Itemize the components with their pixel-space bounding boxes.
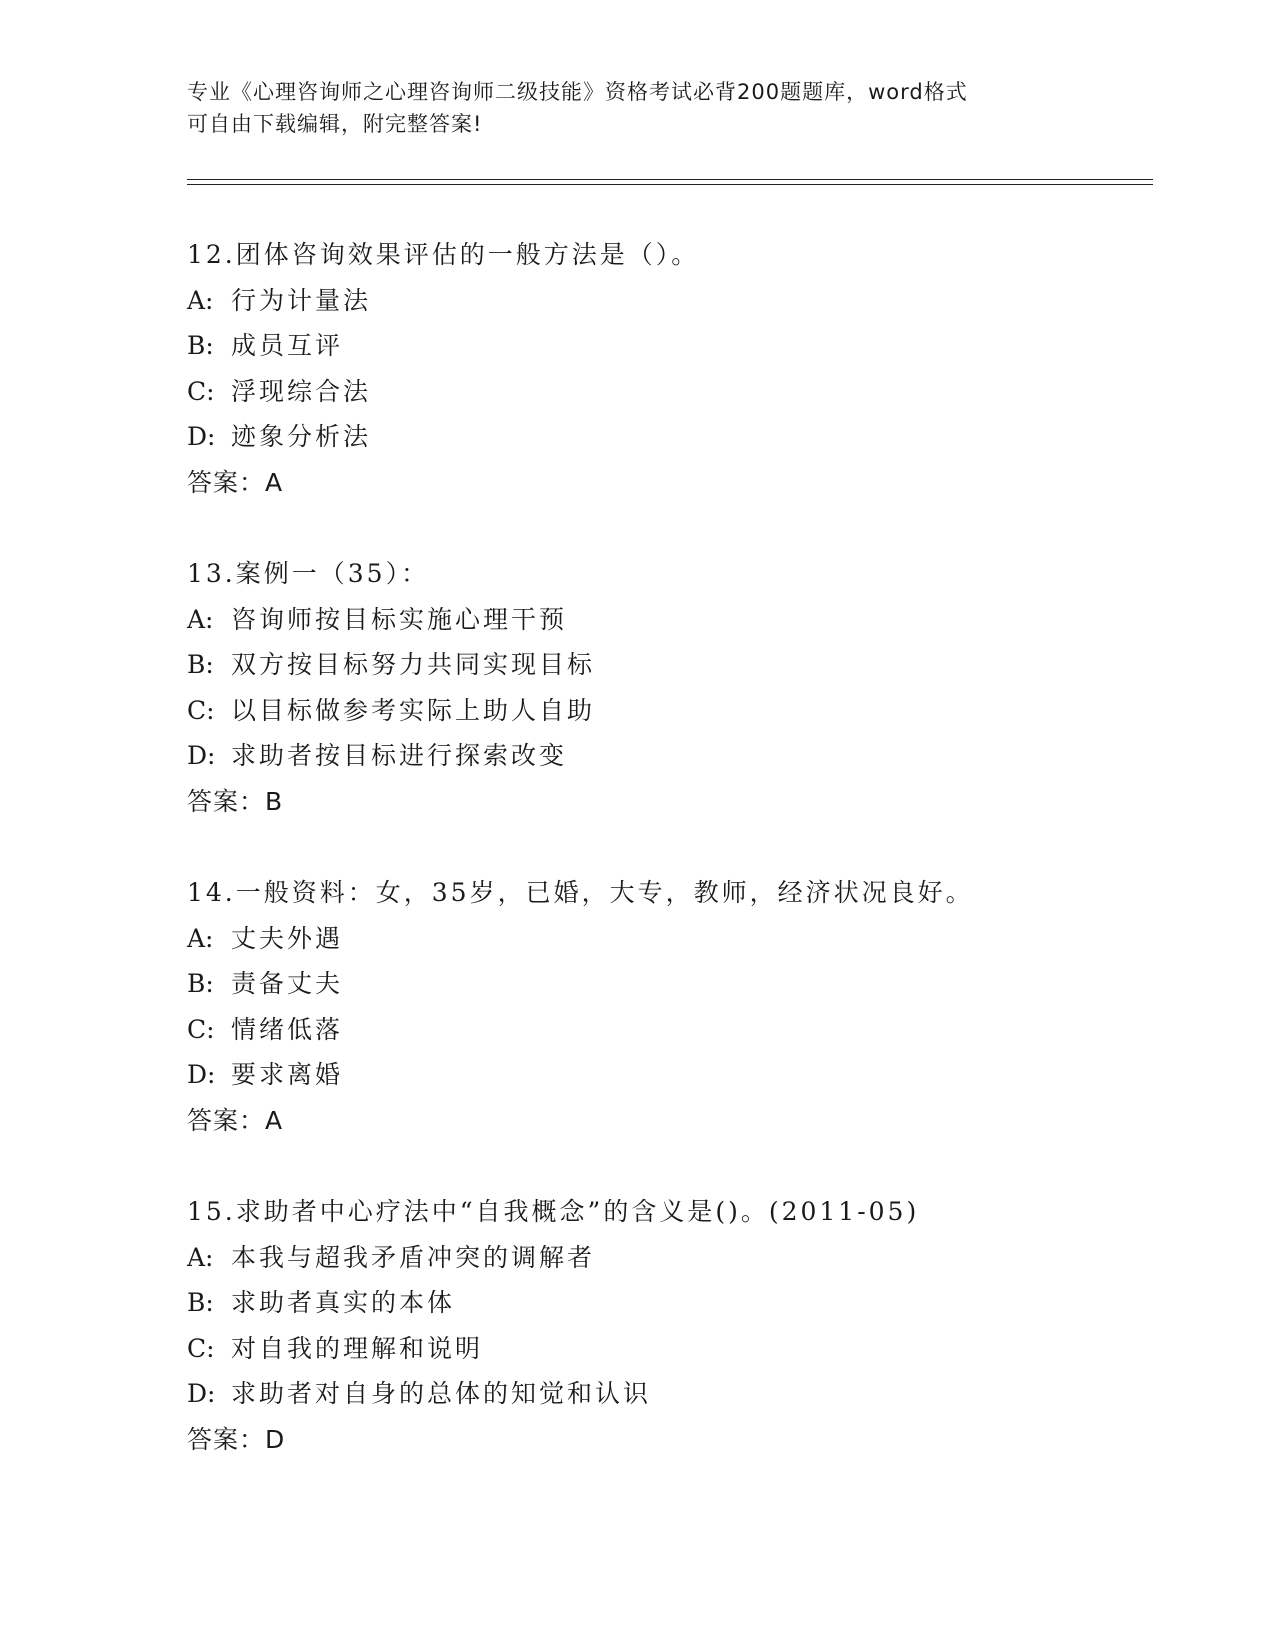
option-b xyxy=(187,323,1137,369)
header-line-2: 可自由下载编辑，附完整答案! xyxy=(187,112,483,136)
option-key: D: xyxy=(187,1379,216,1408)
option-d xyxy=(187,1371,1137,1417)
header-divider-bottom xyxy=(187,184,1153,185)
question-block xyxy=(187,1189,1137,1462)
option-b xyxy=(187,1280,1137,1326)
question-title: 14.一般资料：女，35岁，已婚，大专，教师，经济状况良好。 xyxy=(187,878,974,907)
question-title: 13.案例一（35）： xyxy=(187,559,430,588)
option-key: A: xyxy=(187,923,214,953)
option-text: 咨询师按目标实施心理干预 xyxy=(231,604,568,634)
option-text: 要求离婚 xyxy=(231,1060,344,1089)
option-text: 本我与超我矛盾冲突的调解者 xyxy=(231,1242,596,1272)
option-key: D: xyxy=(187,422,216,451)
option-a xyxy=(187,597,1137,643)
option-text: 丈夫外遇 xyxy=(231,923,344,953)
option-key: A: xyxy=(187,1242,214,1272)
option-key: D: xyxy=(187,741,216,770)
option-c xyxy=(187,369,1137,415)
option-key: C: xyxy=(187,1333,215,1363)
option-key: D: xyxy=(187,1060,216,1089)
answer-line: 答案：A xyxy=(187,467,284,497)
option-d xyxy=(187,733,1137,779)
option-key: B: xyxy=(187,969,214,998)
question-block xyxy=(187,232,1137,505)
option-key: A: xyxy=(187,285,214,315)
option-text: 迹象分析法 xyxy=(231,422,372,451)
header-divider-top xyxy=(187,179,1153,180)
option-a xyxy=(187,916,1137,962)
document-header xyxy=(187,76,1087,140)
option-c xyxy=(187,688,1137,734)
question-block xyxy=(187,551,1137,824)
option-text: 成员互评 xyxy=(231,331,344,360)
answer-line: 答案：A xyxy=(187,1105,284,1135)
option-a xyxy=(187,1235,1137,1281)
option-key: C: xyxy=(187,1014,215,1044)
option-b xyxy=(187,961,1137,1007)
option-d xyxy=(187,1052,1137,1098)
question-title: 12.团体咨询效果评估的一般方法是（）。 xyxy=(187,240,700,269)
option-key: C: xyxy=(187,695,215,725)
question-title: 15.求助者中心疗法中“自我概念”的含义是()。(2011-05) xyxy=(187,1197,920,1226)
header-line-1: 专业《心理咨询师之心理咨询师二级技能》资格考试必背200题题库，word格式 xyxy=(187,80,968,104)
answer-line: 答案：D xyxy=(187,1424,286,1454)
option-text: 行为计量法 xyxy=(231,285,372,315)
option-key: C: xyxy=(187,376,215,406)
option-text: 责备丈夫 xyxy=(231,969,344,998)
option-c xyxy=(187,1326,1137,1372)
option-key: B: xyxy=(187,650,214,679)
option-c xyxy=(187,1007,1137,1053)
option-text: 双方按目标努力共同实现目标 xyxy=(231,650,596,679)
option-key: B: xyxy=(187,1288,214,1317)
option-text: 求助者按目标进行探索改变 xyxy=(231,741,568,770)
question-block xyxy=(187,870,1137,1143)
option-text: 求助者对自身的总体的知觉和认识 xyxy=(231,1379,652,1408)
option-text: 以目标做参考实际上助人自助 xyxy=(231,695,596,725)
option-text: 求助者真实的本体 xyxy=(231,1288,456,1317)
option-text: 对自我的理解和说明 xyxy=(231,1333,484,1363)
option-b xyxy=(187,642,1137,688)
option-key: A: xyxy=(187,604,214,634)
option-text: 情绪低落 xyxy=(231,1014,344,1044)
option-d xyxy=(187,414,1137,460)
option-key: B: xyxy=(187,331,214,360)
option-text: 浮现综合法 xyxy=(231,376,372,406)
answer-line: 答案：B xyxy=(187,786,284,816)
option-a xyxy=(187,278,1137,324)
